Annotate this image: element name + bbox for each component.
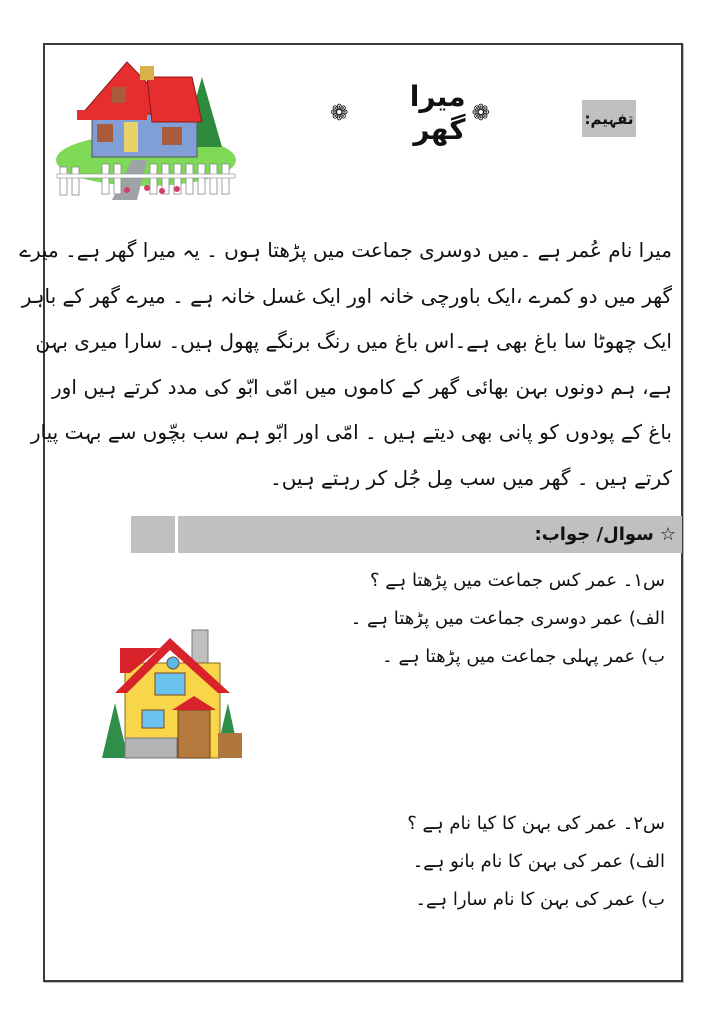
ornament-icon: ❁ bbox=[471, 100, 490, 126]
ornament-icon: ❁ bbox=[330, 100, 349, 126]
qa-section-header bbox=[131, 516, 682, 553]
house-illustration-top bbox=[52, 52, 240, 200]
qa-section-title bbox=[535, 516, 676, 553]
answer-option: ب) عمر پہلی جماعت میں پڑھتا ہے ۔ bbox=[382, 646, 665, 667]
passage-line: ایک چھوٹا سا باغ بھی ہے۔اس باغ میں رنگ برنگے پھول ہیں۔ سارا میری بہن bbox=[35, 329, 672, 354]
house-illustration-qa bbox=[90, 618, 250, 768]
reading-passage bbox=[19, 228, 678, 502]
comprehension-label bbox=[582, 100, 636, 137]
passage-line: ہے، ہم دونوں بہن بھائی گھر کے کاموں میں امّی ابّو کی مدد کرتے ہیں اور bbox=[52, 374, 672, 399]
passage-line: میرا نام عُمر ہے ۔میں دوسری جماعت میں پڑھتا ہوں ۔ یہ میرا گھر ہے۔ میرے bbox=[19, 238, 672, 262]
answer-option: ب) عمر کی بہن کا نام سارا ہے۔ bbox=[415, 889, 665, 910]
bar-divider bbox=[175, 516, 178, 553]
answer-option: الف) عمر کی بہن کا نام بانو ہے۔ bbox=[412, 851, 665, 872]
worksheet-title bbox=[330, 80, 490, 146]
comprehension-label-text: تفہیم: bbox=[584, 109, 634, 128]
question-block-2 bbox=[335, 805, 665, 919]
star-icon: ☆ bbox=[659, 524, 676, 545]
answer-option: الف) عمر دوسری جماعت میں پڑھتا ہے ۔ bbox=[350, 608, 665, 629]
passage-line: باغ کے پودوں کو پانی بھی دیتے ہیں ۔ امّی اور ابّو ہم سب بچّوں سے بہت پیار bbox=[30, 420, 672, 445]
question-block-1 bbox=[335, 562, 665, 676]
title-text: میرا گھر bbox=[409, 80, 466, 146]
question-text: س۱۔ عمر کس جماعت میں پڑھتا ہے ؟ bbox=[369, 570, 665, 591]
passage-line: کرتے ہیں ۔ گھر میں سب مِل جُل کر رہتے ہیں۔ bbox=[269, 465, 672, 490]
passage-line: گھر میں دو کمرے ،ایک باورچی خانہ اور ایک غسل خانہ ہے ۔ میرے گھر کے باہر bbox=[21, 283, 672, 308]
question-text: س۲۔ عمر کی بہن کا کیا نام ہے ؟ bbox=[407, 813, 665, 834]
qa-title-text: سوال/ جواب: bbox=[534, 524, 654, 545]
